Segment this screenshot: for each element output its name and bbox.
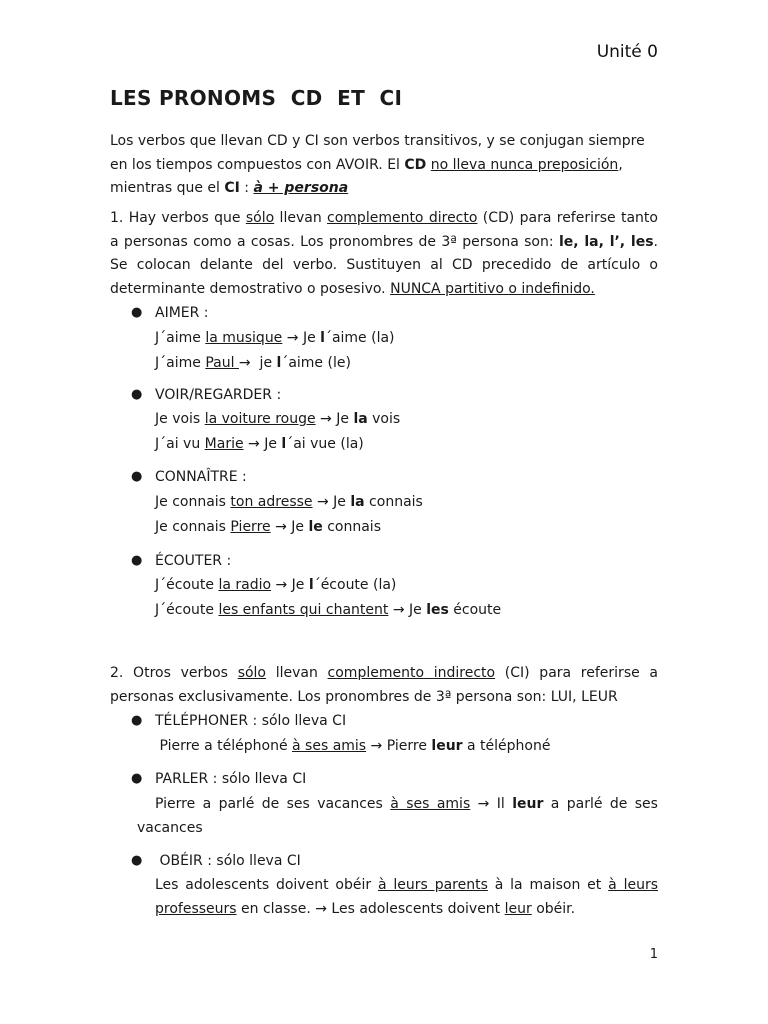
- text-run: a téléphoné: [462, 738, 551, 754]
- text-run: la musique: [205, 330, 283, 346]
- bullet-icon: ●: [131, 853, 143, 868]
- complemento-indirecto-term: complemento indirecto: [327, 665, 496, 681]
- text-run: → Pierre: [366, 738, 432, 754]
- section-1-text: 1. Hay verbos que: [110, 210, 246, 226]
- text-run: les enfants qui chantent: [218, 602, 389, 618]
- example-line: [155, 408, 400, 432]
- bullet-icon: ●: [131, 553, 143, 568]
- page-title: LES PRONOMS CD ET CI: [110, 86, 403, 110]
- text-run: la voiture rouge: [204, 411, 316, 427]
- solo-term: sólo: [237, 665, 267, 681]
- complemento-directo-term: complemento directo: [327, 210, 478, 226]
- text-run: ´ai vue (la): [286, 436, 364, 452]
- text-run: J´ai vu: [155, 436, 205, 452]
- nunca-note: NUNCA partitivo o indefinido.: [390, 280, 595, 297]
- text-run: écoute: [448, 602, 502, 618]
- text-run: → Je: [388, 602, 427, 618]
- section-1-text: (CD) para referirse tanto a personas como a cosas. Los pronombres de 3ª persona son:: [110, 210, 658, 250]
- text-run: vois: [367, 411, 401, 427]
- intro-paragraph: [110, 130, 658, 201]
- section-2-paragraph: [110, 662, 658, 709]
- text-run: ´aime (la): [324, 330, 395, 346]
- bullet-icon: ●: [131, 469, 143, 484]
- example-line: [155, 735, 550, 759]
- text-run: ´écoute (la): [313, 577, 397, 593]
- example-line-continued: vacances: [137, 820, 203, 836]
- intro-line-1: Los verbos que llevan CD y CI son verbos transitivos, y se conjugan siempre: [110, 133, 645, 149]
- verb-telephoner: TÉLÉPHONER : sólo lleva CI: [155, 713, 347, 729]
- section-1-text: llevan: [274, 210, 328, 226]
- text-run: Paul: [205, 355, 239, 371]
- section-1-paragraph: [110, 207, 658, 301]
- text-run: Je vois: [155, 411, 205, 427]
- text-run: → Il: [470, 796, 513, 812]
- text-run: à la maison et: [487, 877, 609, 893]
- no-preposition-note: no lleva nunca preposición: [430, 156, 619, 173]
- text-run: en classe. → Les adolescents doivent: [236, 900, 505, 917]
- text-run: l: [308, 577, 314, 593]
- text-run: J´écoute: [155, 602, 219, 618]
- example-line: [155, 352, 351, 376]
- intro-text: mientras que el: [110, 180, 225, 196]
- text-run: Je connais: [155, 519, 231, 535]
- text-run: ton adresse: [230, 494, 313, 510]
- obeir-example: [155, 874, 658, 921]
- text-run: leur: [504, 900, 532, 917]
- verb-parler: PARLER : sólo lleva CI: [155, 771, 307, 787]
- text-run: professeurs: [155, 900, 237, 917]
- verb-ecouter: ÉCOUTER :: [155, 553, 232, 569]
- page-number: 1: [649, 947, 658, 962]
- text-run: les: [426, 602, 449, 618]
- text-run: connais: [364, 494, 423, 510]
- text-run: → Je: [315, 411, 354, 427]
- text-run: Pierre: [230, 519, 271, 535]
- text-run: → Je: [270, 519, 309, 535]
- bullet-icon: ●: [131, 387, 143, 402]
- unit-label: Unité 0: [596, 42, 658, 62]
- text-run: la radio: [218, 577, 272, 593]
- example-line: [155, 327, 395, 351]
- example-line: [155, 433, 364, 457]
- text-run: Marie: [204, 436, 244, 452]
- bullet-icon: ●: [131, 305, 143, 320]
- text-run: Les adolescents doivent obéir: [155, 877, 378, 893]
- text-run: → Je: [282, 330, 321, 346]
- verb-obeir: OBÉIR : sólo lleva CI: [155, 853, 301, 869]
- text-run: leur: [512, 796, 544, 812]
- example-line: [155, 491, 423, 515]
- text-run: Pierre a téléphoné: [155, 738, 293, 754]
- bullet-icon: ●: [131, 771, 143, 786]
- text-run: Je connais: [155, 494, 231, 510]
- section-2-text: llevan: [266, 665, 328, 681]
- section-1-text: . Se colocan delante del verbo. Sustituyen al CD precedido de artículo o determinante demostrativo o posesivo.: [110, 233, 658, 297]
- solo-term: sólo: [245, 210, 275, 226]
- text-run: le: [308, 519, 323, 535]
- cd-pronouns: le, la, l’, les: [558, 233, 654, 250]
- cd-term: CD: [404, 156, 427, 173]
- example-line: [155, 599, 501, 623]
- text-run: l: [320, 330, 325, 346]
- text-run: la: [353, 411, 368, 427]
- example-line: [155, 793, 658, 817]
- bullet-icon: ●: [131, 713, 143, 728]
- text-run: à leurs: [608, 877, 658, 893]
- text-run: → Je: [271, 577, 309, 593]
- example-line: [155, 516, 381, 540]
- text-run: → Je: [243, 436, 282, 452]
- ci-term: CI: [224, 180, 240, 196]
- text-run: J´aime: [155, 355, 206, 371]
- text-run: à ses amis: [390, 796, 471, 812]
- intro-text: ,: [618, 156, 623, 173]
- verb-connaitre: CONNAÎTRE :: [155, 469, 247, 485]
- intro-text: en los tiempos compuestos con AVOIR. El: [110, 156, 405, 173]
- verb-aimer: AIMER :: [155, 305, 209, 321]
- text-run: obéir.: [531, 900, 576, 917]
- example-line: [155, 574, 396, 598]
- text-run: a parlé de ses: [543, 796, 658, 812]
- text-run: à leurs parents: [377, 877, 488, 893]
- text-run: J´aime: [155, 330, 206, 346]
- text-run: leur: [431, 738, 463, 754]
- text-run: Pierre a parlé de ses vacances: [155, 796, 391, 812]
- text-run: connais: [322, 519, 381, 535]
- text-run: l: [276, 355, 282, 371]
- verb-voir-regarder: VOIR/REGARDER :: [155, 387, 282, 403]
- section-2-text: (CI) para referirse a personas exclusivamente. Los pronombres de 3ª persona son: LUI, LEUR: [110, 665, 658, 705]
- text-run: → Je: [312, 494, 351, 510]
- text-run: J´écoute: [155, 577, 219, 593]
- text-run: l: [281, 436, 287, 452]
- text-run: la: [350, 494, 365, 510]
- text-run: à ses amis: [292, 738, 367, 754]
- text-run: → je: [238, 355, 277, 371]
- a-persona-note: à + persona: [253, 180, 349, 196]
- intro-text: :: [239, 180, 254, 196]
- text-run: ´aime (le): [281, 355, 351, 371]
- section-2-text: 2. Otros verbos: [110, 665, 238, 681]
